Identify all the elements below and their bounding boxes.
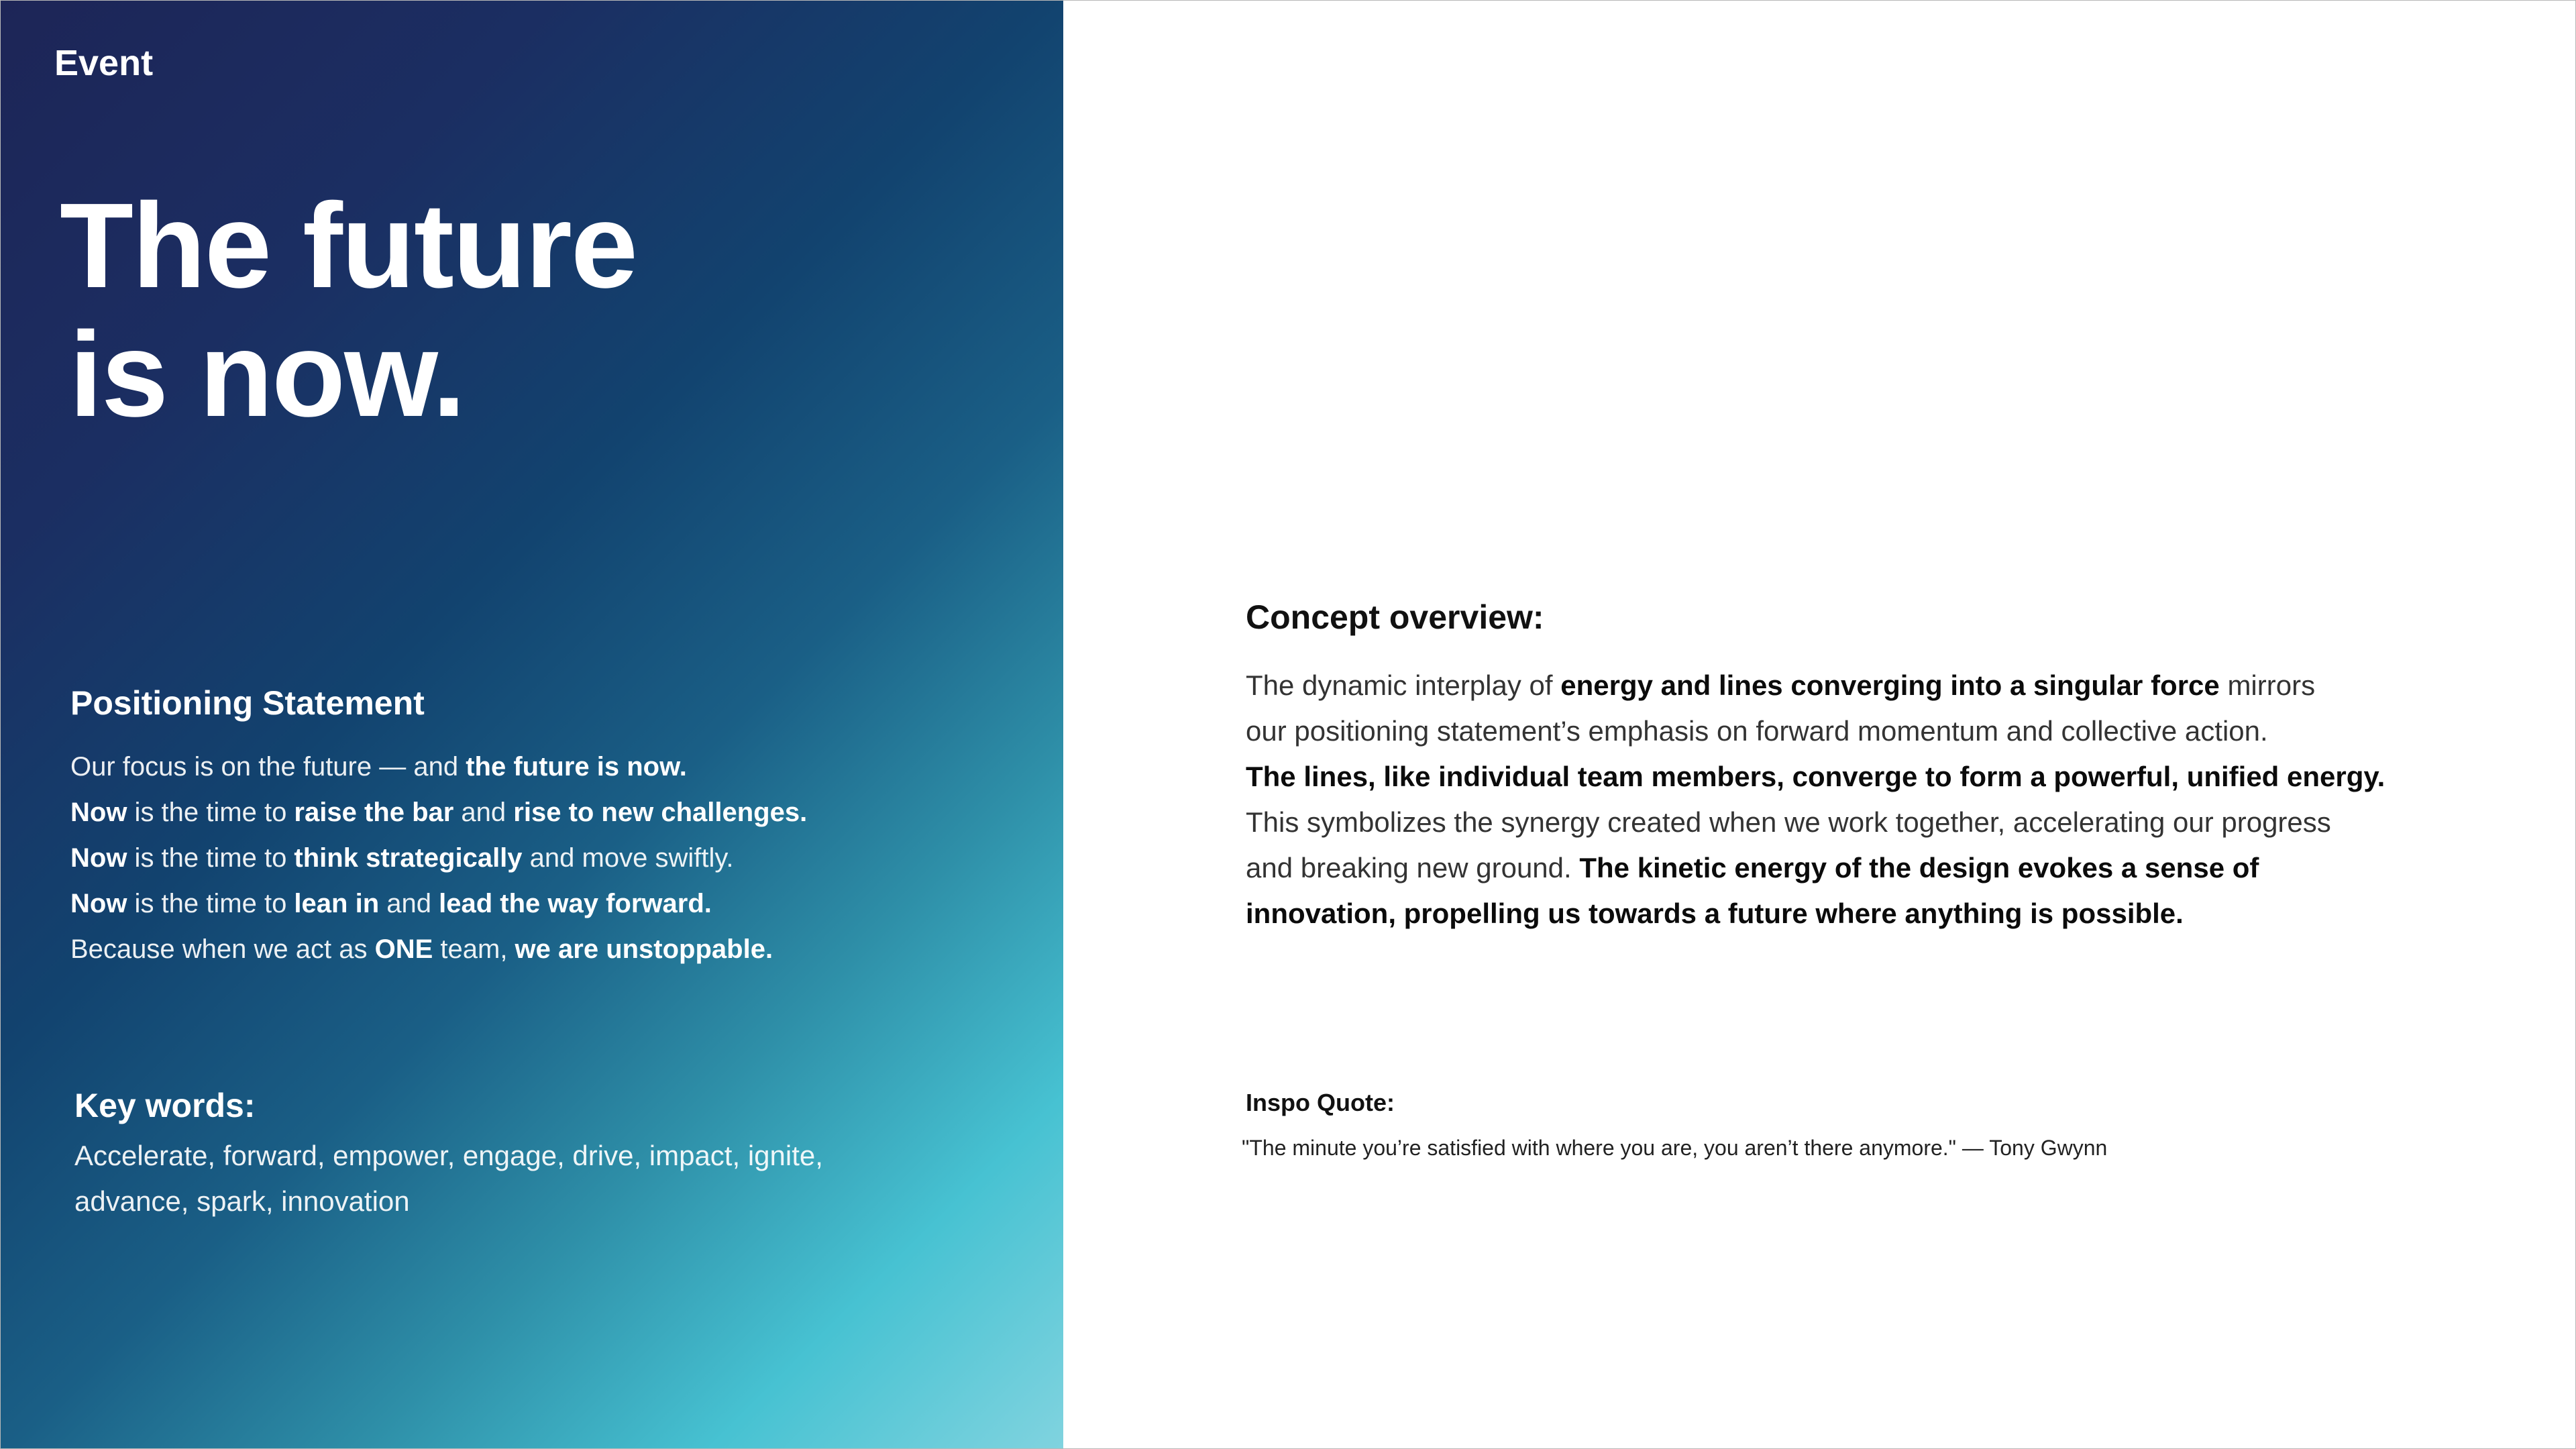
left-gradient-panel [1,1,1063,1448]
key-words-line-1: Accelerate, forward, empower, engage, drive, impact, ignite, [74,1140,823,1171]
text-segment: and breaking new ground. [1246,852,1580,883]
event-label: Event [54,43,154,83]
text-segment-bold: raise the bar [294,798,454,827]
hero-title-line-1: The future [60,178,637,313]
text-segment: Because when we act as [70,934,375,964]
positioning-line-4 [70,881,1010,926]
positioning-statement-heading: Positioning Statement [70,684,425,722]
concept-overview-body [1246,663,2480,936]
right-content-panel [1063,1,2575,1448]
key-words-list [74,1133,933,1224]
text-segment: and [453,798,514,827]
text-segment: The dynamic interplay of [1246,669,1561,701]
text-segment-bold: lean in [294,889,380,918]
text-segment-bold: Now [70,843,127,873]
concept-line-5 [1246,845,2480,891]
text-segment: is the time to [127,843,294,873]
text-segment: is the time to [127,798,294,827]
key-words-heading: Key words: [74,1087,256,1124]
text-segment-bold: the future is now. [466,752,687,782]
text-segment-bold: Now [70,798,127,827]
positioning-line-2 [70,790,1010,835]
text-segment-bold: rise to new challenges. [513,798,808,827]
text-segment-bold: think strategically [294,843,523,873]
concept-line-4: This symbolizes the synergy created when we work together, accelerating our progress [1246,806,2331,838]
positioning-line-1 [70,744,1010,790]
positioning-statement-body [70,744,1010,972]
text-segment: and move swiftly. [522,843,734,873]
positioning-line-3 [70,835,1010,881]
text-segment-bold: lead the way forward. [439,889,712,918]
positioning-line-5 [70,926,1010,972]
inspo-quote-text: "The minute you’re satisfied with where you are, you aren’t there anymore." — Tony Gwynn [1242,1136,2108,1160]
text-segment: team, [433,934,515,964]
text-segment: mirrors [2219,669,2316,701]
text-segment: Our focus is on the future — and [70,752,466,782]
text-segment-bold: we are unstoppable. [515,934,773,964]
text-segment-bold: Now [70,889,127,918]
inspo-quote-heading: Inspo Quote: [1246,1089,1395,1116]
concept-line-3: The lines, like individual team members, converge to form a powerful, unified energy. [1246,761,2385,792]
text-segment-bold: The kinetic energy of the design evokes a sense of [1579,852,2259,883]
hero-title [60,178,637,442]
concept-line-1 [1246,663,2480,708]
concept-line-6: innovation, propelling us towards a future where anything is possible. [1246,898,2184,929]
hero-title-line-2: is now. [69,307,465,442]
concept-line-2: our positioning statement’s emphasis on forward momentum and collective action. [1246,715,2268,747]
text-segment: and [379,889,439,918]
text-segment: is the time to [127,889,294,918]
concept-overview-heading: Concept overview: [1246,598,1544,636]
text-segment-bold: ONE [374,934,433,964]
text-segment-bold: energy and lines converging into a singular force [1560,669,2220,701]
key-words-line-2: advance, spark, innovation [74,1185,410,1217]
